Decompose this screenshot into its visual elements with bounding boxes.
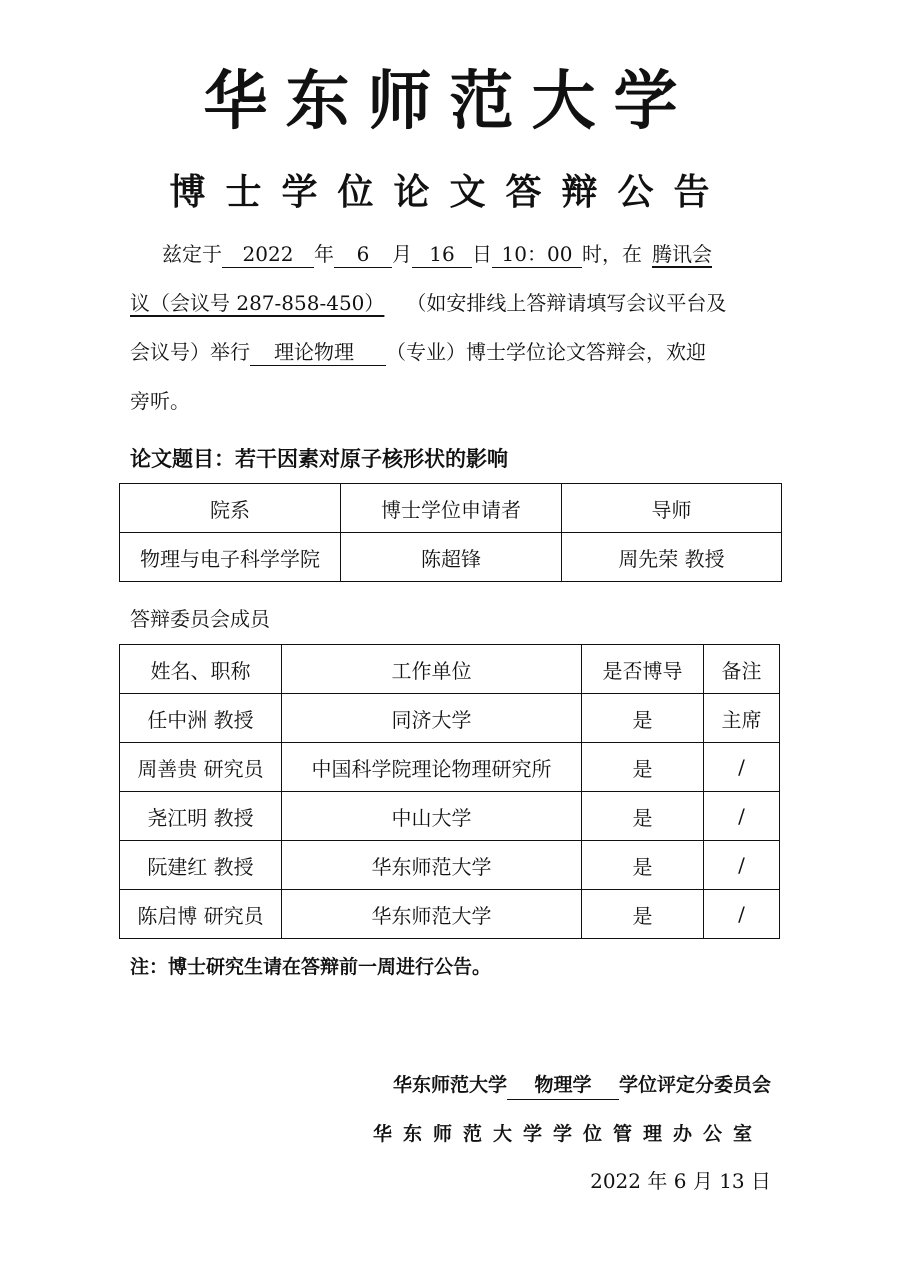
member-remark-cell: / <box>704 792 780 841</box>
notice-time-unit: 时，在 <box>582 242 642 266</box>
notice-year: 2022 <box>222 241 314 268</box>
member-name-cell: 尧江明 教授 <box>120 792 282 841</box>
table-row <box>120 792 780 841</box>
date-month-unit: 月 <box>692 1169 713 1193</box>
member-remark-cell: 主席 <box>704 694 780 743</box>
table-row <box>120 694 780 743</box>
header-cell: 导师 <box>562 484 782 533</box>
notice-year-unit: 年 <box>314 242 334 266</box>
department-cell: 物理与电子科学学院 <box>120 533 341 582</box>
signature-prefix: 华东师范大学 <box>392 1074 507 1096</box>
notice-day: 16 <box>412 241 472 268</box>
notice-ending: 旁听。 <box>130 389 190 413</box>
notice-major-suffix: （专业）博士学位论文答辩会，欢迎 <box>386 340 706 364</box>
header-cell: 院系 <box>120 484 341 533</box>
table-row <box>120 841 780 890</box>
notice-line-4 <box>130 376 780 426</box>
applicant-cell: 陈超锋 <box>341 533 562 582</box>
date-year: 2022 <box>590 1169 642 1193</box>
member-name-cell: 陈启博 研究员 <box>120 890 282 939</box>
committee-label: 答辩委员会成员 <box>130 607 270 631</box>
member-name-cell: 任中洲 教授 <box>120 694 282 743</box>
notice-month-unit: 月 <box>392 242 412 266</box>
member-unit-cell: 华东师范大学 <box>282 841 582 890</box>
date-year-unit: 年 <box>647 1169 668 1193</box>
signature-date <box>590 1165 771 1197</box>
member-supervisor-cell: 是 <box>582 890 704 939</box>
document-title: 博士学位论文答辩公告 <box>169 171 730 213</box>
header-cell: 姓名、职称 <box>120 645 282 694</box>
date-day: 13 <box>719 1169 745 1193</box>
table-row <box>120 890 780 939</box>
signature-field: 物理学 <box>507 1071 619 1100</box>
applicant-info-table <box>119 483 782 582</box>
header-cell: 是否博导 <box>582 645 704 694</box>
header-cell: 博士学位申请者 <box>341 484 562 533</box>
university-name: 华东师范大学 <box>203 64 696 139</box>
table-row <box>120 743 780 792</box>
member-unit-cell: 中山大学 <box>282 792 582 841</box>
notice-day-unit: 日 <box>472 242 492 266</box>
supervisor-cell: 周先荣 教授 <box>562 533 782 582</box>
notice-prefix: 兹定于 <box>162 242 222 266</box>
signature-committee <box>393 1069 771 1101</box>
notice-venue-2: 议（会议号 287-858-450） <box>130 291 385 315</box>
member-name-cell: 周善贵 研究员 <box>120 743 282 792</box>
footnote: 注：博士研究生请在答辩前一周进行公告。 <box>130 956 492 978</box>
table-header-row <box>120 645 780 694</box>
member-supervisor-cell: 是 <box>582 694 704 743</box>
signature-office: 华东师范大学学位管理办公室 <box>372 1123 763 1145</box>
date-month: 6 <box>673 1169 687 1193</box>
table-row <box>120 533 782 582</box>
member-supervisor-cell: 是 <box>582 841 704 890</box>
member-remark-cell: / <box>704 743 780 792</box>
notice-month: 6 <box>334 241 392 268</box>
notice-line-1 <box>130 229 780 279</box>
thesis-topic-text: 若干因素对原子核形状的影响 <box>235 446 508 471</box>
thesis-topic <box>130 444 508 474</box>
table-header-row <box>120 484 782 533</box>
member-name-cell: 阮建红 教授 <box>120 841 282 890</box>
date-day-unit: 日 <box>751 1169 771 1193</box>
member-unit-cell: 同济大学 <box>282 694 582 743</box>
member-unit-cell: 华东师范大学 <box>282 890 582 939</box>
member-remark-cell: / <box>704 890 780 939</box>
member-remark-cell: / <box>704 841 780 890</box>
member-supervisor-cell: 是 <box>582 792 704 841</box>
notice-venue-note-2: 会议号）举行 <box>130 340 250 364</box>
member-supervisor-cell: 是 <box>582 743 704 792</box>
notice-line-3 <box>130 327 780 377</box>
header-cell: 工作单位 <box>282 645 582 694</box>
header-cell: 备注 <box>704 645 780 694</box>
committee-table <box>119 644 780 939</box>
notice-time: 10：00 <box>492 241 582 268</box>
notice-venue-note: （如安排线上答辩请填写会议平台及 <box>406 291 727 315</box>
notice-major: 理论物理 <box>250 339 386 366</box>
notice-venue-1: 腾讯会 <box>652 242 712 266</box>
member-unit-cell: 中国科学院理论物理研究所 <box>282 743 582 792</box>
signature-suffix: 学位评定分委员会 <box>618 1074 771 1096</box>
notice-line-2 <box>130 278 780 328</box>
thesis-topic-label: 论文题目： <box>130 446 235 471</box>
